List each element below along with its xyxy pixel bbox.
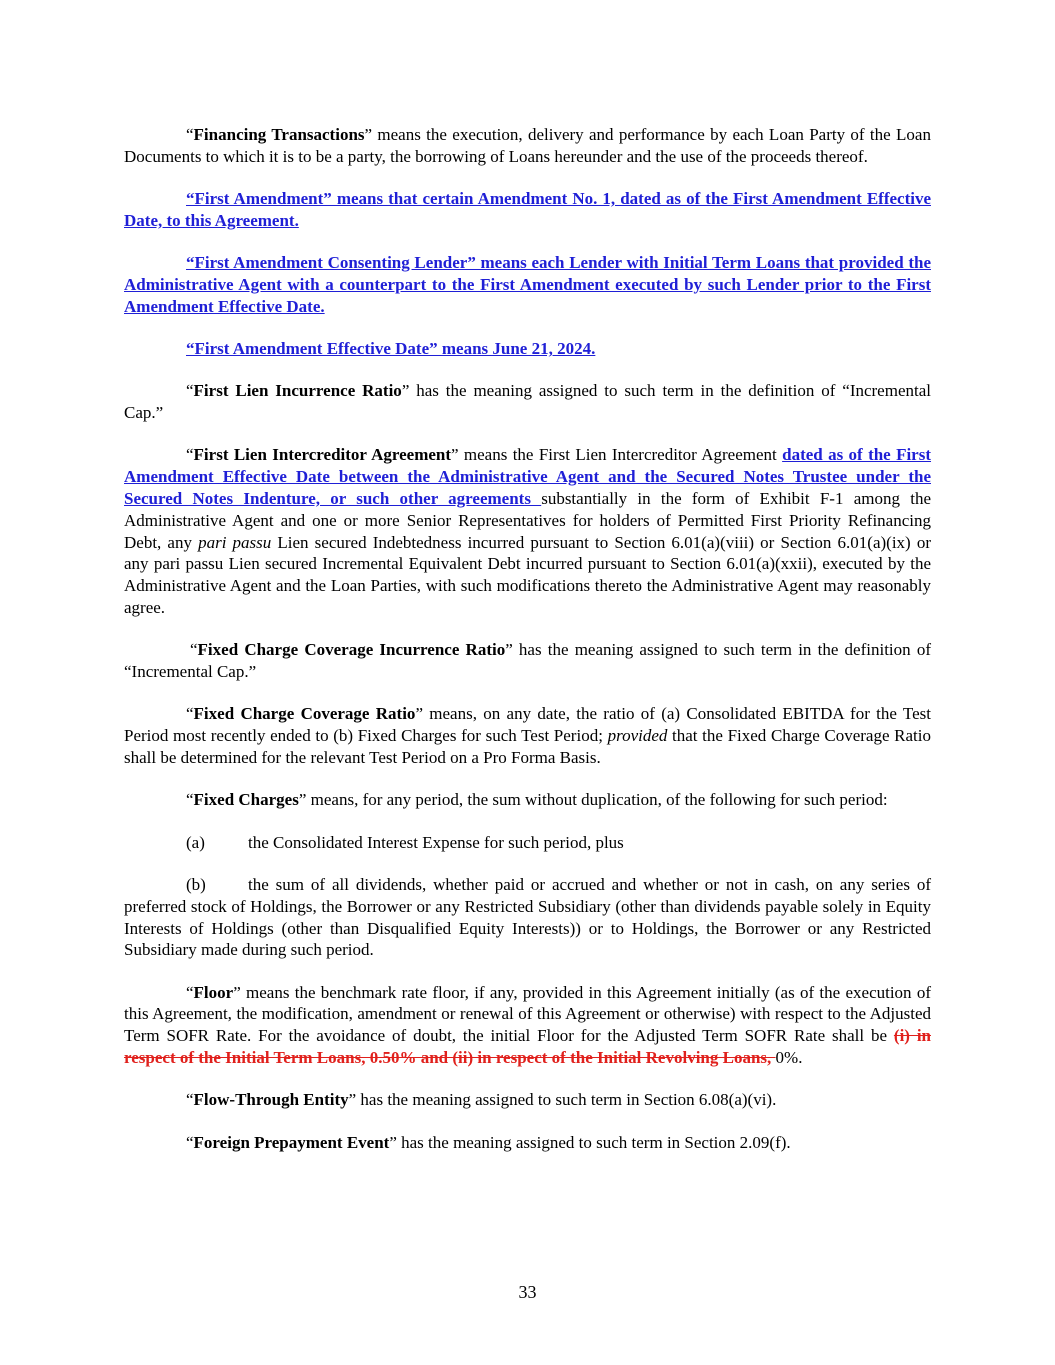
definition-body: ” has the meaning assigned to such term in Section 2.09(f).: [389, 1132, 791, 1152]
page-number: 33: [518, 1282, 537, 1302]
definition-first-amendment-consenting-lender: [124, 252, 931, 317]
item-label: (b): [186, 874, 206, 894]
definition-body: that the Fixed Charge Coverage Ratio shall be determined for the relevant Test Period on a Pro Forma Basis.: [124, 726, 931, 768]
definition-body: 0%.: [775, 1048, 803, 1067]
defined-term: Flow-Through Entity: [193, 1090, 349, 1110]
defined-term: Fixed Charge Coverage Ratio: [193, 704, 416, 724]
definition-flow-through-entity: [124, 1089, 931, 1111]
definition-body: ” has the meaning assigned to such term in the definition of “Incremental Cap.”: [124, 381, 931, 423]
definition-fixed-charge-coverage-incurrence-ratio: [124, 639, 931, 683]
quote: “: [186, 1090, 194, 1110]
definition-body: ” has the meaning assigned to such term in the definition of “Incremental Cap.”: [124, 640, 931, 682]
document-page: [124, 124, 931, 1174]
item-text: the sum of all dividends, whether paid or accrued and whether or not in cash, on any series of preferred stock of Holdings, the Borrower or any Restricted Subsidiary (other than dividends payable solely in Equity Interests of Holdings (other than Disqualified Equity Interests)) or to Holdings, the Borrower or any Restricted Subsidiary made during such period.: [124, 874, 931, 960]
definition-body: ” means, for any period, the sum without duplication, of the following for such period:: [298, 790, 888, 810]
definition-financing-transactions: [124, 124, 931, 168]
item-label: (a): [186, 832, 205, 852]
defined-term: Floor: [193, 982, 234, 1002]
definition-first-amendment-effective-date: [124, 338, 931, 360]
fixed-charges-item-b: [124, 874, 931, 961]
item-text: the Consolidated Interest Expense for such period, plus: [248, 832, 624, 852]
definition-first-lien-intercreditor-agreement: [124, 444, 931, 618]
definition-first-lien-incurrence-ratio: [124, 380, 931, 424]
quote: “: [186, 445, 194, 465]
quote: “: [186, 704, 194, 724]
italic-term: provided: [607, 726, 668, 746]
quote: “: [186, 790, 194, 810]
defined-term: First Lien Incurrence Ratio: [193, 381, 402, 401]
inserted-text: “First Amendment” means that certain Amendment No. 1, dated as of the First Amendment Effective Date, to this Agreement.: [124, 189, 931, 230]
definition-body: ” means the execution, delivery and performance by each Loan Party of the Loan Documents to which it is to be a party, the borrowing of Loans hereunder and the use of the proceeds thereof.: [124, 125, 931, 166]
definition-body: substantially in the form of Exhibit F-1 among the Administrative Agent and one or more Senior Representatives for holders of Permitted First Priority Refinancing Debt, any: [124, 489, 931, 552]
fixed-charges-item-a: [124, 832, 931, 854]
definition-body: Lien secured Indebtedness incurred pursuant to Section 6.01(a)(viii) or Section 6.01(a)(ix) or any pari passu Lien secured Incremental Equivalent Debt incurred pursuant to Section 6.01(a)(xxii), executed by the Administrative Agent and the Loan Parties, with such modifications thereto the Administrative Agent may reasonably agree.: [124, 532, 931, 618]
quote: “: [190, 640, 198, 660]
definition-foreign-prepayment-event: [124, 1132, 931, 1154]
defined-term: Fixed Charges: [193, 790, 299, 810]
definition-floor: [124, 982, 931, 1069]
definition-body: ” has the meaning assigned to such term in Section 6.08(a)(vi).: [348, 1090, 777, 1110]
defined-term: Foreign Prepayment Event: [193, 1132, 390, 1152]
defined-term: Fixed Charge Coverage Incurrence Ratio: [197, 640, 506, 660]
definition-first-amendment: [124, 188, 931, 232]
definition-fixed-charges: [124, 789, 931, 811]
inserted-text: “First Amendment Consenting Lender” means each Lender with Initial Term Loans that provided the Administrative Agent with a counterpart to the First Amendment executed by such Lender prior to the First Amendment Effective Date.: [124, 253, 931, 316]
quote: “: [186, 1132, 194, 1152]
inserted-text: dated as of the First Amendment Effective Date between the Administrative Agent and the Secured Notes Trustee under the Secured Notes Indenture, or such other agreements: [124, 445, 932, 509]
definition-body: ” means, on any date, the ratio of (a) Consolidated EBITDA for the Test Period most recently ended to (b) Fixed Charges for such Test Period;: [124, 704, 931, 746]
quote: “: [186, 125, 194, 144]
definition-fixed-charge-coverage-ratio: [124, 703, 931, 768]
italic-term: pari passu: [198, 532, 272, 552]
definition-body: ” means the First Lien Intercreditor Agreement: [451, 445, 783, 465]
definition-body: ” means the benchmark rate floor, if any, provided in this Agreement initially (as of the execution of this Agreement, the modification, amendment or renewal of this Agreement or otherwise) with respect to the Adjusted Term SOFR Rate. For the avoidance of doubt, the initial Floor for the Adjusted Term SOFR Rate shall be: [124, 982, 931, 1046]
quote: “: [186, 381, 194, 401]
quote: “: [186, 982, 194, 1002]
defined-term: First Lien Intercreditor Agreement: [193, 445, 452, 465]
deleted-text: (i) in respect of the Initial Term Loans, 0.50% and (ii) in respect of the Initial Revolving Loans,: [124, 1026, 931, 1067]
defined-term: Financing Transactions: [193, 125, 365, 144]
inserted-text: “First Amendment Effective Date” means June 21, 2024.: [186, 339, 596, 359]
